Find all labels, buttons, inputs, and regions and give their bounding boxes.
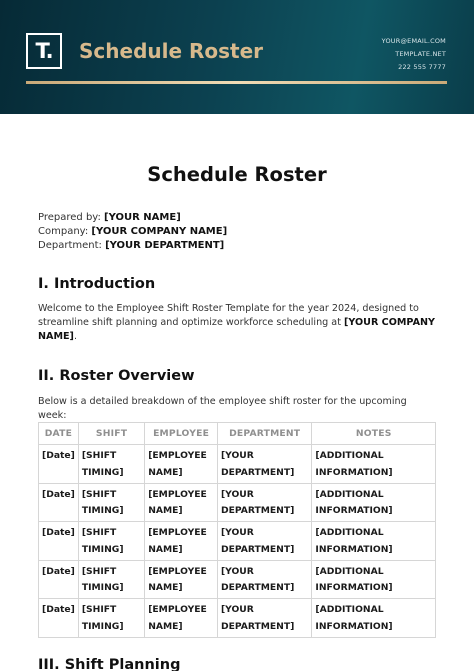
cell-department: [YOUR DEPARTMENT] — [217, 560, 311, 599]
table-row — [39, 445, 436, 484]
section-heading-roster-overview: II. Roster Overview — [38, 368, 195, 384]
document-meta — [38, 211, 227, 253]
meta-prepared-by — [38, 211, 227, 225]
section-heading-introduction: I. Introduction — [38, 276, 156, 292]
header-divider — [26, 81, 447, 84]
intro-text: Welcome to the Employee Shift Roster Template for the year 2024, designed to streamline shift planning and optimize workforce scheduling at — [38, 303, 419, 328]
meta-department — [38, 239, 227, 253]
column-header-date: DATE — [39, 423, 79, 445]
cell-shift: [SHIFT TIMING] — [78, 560, 144, 599]
cell-date: [Date] — [39, 522, 79, 561]
page-title: Schedule Roster — [147, 163, 327, 186]
cell-date: [Date] — [39, 599, 79, 638]
document-header — [0, 0, 474, 114]
table-row — [39, 599, 436, 638]
cell-department: [YOUR DEPARTMENT] — [217, 445, 311, 484]
column-header-employee: EMPLOYEE — [145, 423, 218, 445]
cell-notes: [ADDITIONAL INFORMATION] — [312, 522, 436, 561]
meta-company — [38, 225, 227, 239]
meta-value: [YOUR NAME] — [104, 212, 181, 223]
roster-table — [38, 422, 436, 638]
cell-department: [YOUR DEPARTMENT] — [217, 599, 311, 638]
table-header-row — [39, 423, 436, 445]
introduction-paragraph — [38, 302, 438, 344]
intro-text-end: . — [73, 331, 78, 342]
contact-website: TEMPLATE.NET — [395, 50, 446, 58]
contact-phone: 222 555 7777 — [398, 63, 446, 71]
cell-date: [Date] — [39, 483, 79, 522]
logo-letter: T. — [35, 39, 53, 63]
cell-shift: [SHIFT TIMING] — [78, 599, 144, 638]
cell-notes: [ADDITIONAL INFORMATION] — [312, 483, 436, 522]
meta-value: [YOUR COMPANY NAME] — [91, 226, 228, 237]
cell-notes: [ADDITIONAL INFORMATION] — [312, 599, 436, 638]
column-header-department: DEPARTMENT — [217, 423, 311, 445]
contact-block — [382, 35, 446, 74]
meta-label: Prepared by: — [38, 212, 101, 223]
intro-company-name: [YOUR COMPANY NAME] — [38, 317, 435, 342]
logo-icon — [26, 33, 62, 69]
cell-shift: [SHIFT TIMING] — [78, 445, 144, 484]
table-row — [39, 560, 436, 599]
column-header-notes: NOTES — [312, 423, 436, 445]
table-row — [39, 483, 436, 522]
cell-date: [Date] — [39, 560, 79, 599]
cell-department: [YOUR DEPARTMENT] — [217, 522, 311, 561]
cell-employee: [EMPLOYEE NAME] — [145, 522, 218, 561]
cell-notes: [ADDITIONAL INFORMATION] — [312, 560, 436, 599]
cell-employee: [EMPLOYEE NAME] — [145, 599, 218, 638]
overview-paragraph: Below is a detailed breakdown of the employee shift roster for the upcoming week: — [38, 396, 407, 421]
column-header-shift: SHIFT — [78, 423, 144, 445]
meta-value: [YOUR DEPARTMENT] — [105, 240, 225, 251]
contact-email: YOUR@EMAIL.COM — [381, 37, 446, 45]
cell-employee: [EMPLOYEE NAME] — [145, 445, 218, 484]
table-row — [39, 522, 436, 561]
cell-shift: [SHIFT TIMING] — [78, 483, 144, 522]
meta-label: Company: — [38, 226, 89, 237]
brand-title: Schedule Roster — [79, 39, 264, 63]
cell-employee: [EMPLOYEE NAME] — [145, 483, 218, 522]
meta-label: Department: — [38, 240, 102, 251]
cell-department: [YOUR DEPARTMENT] — [217, 483, 311, 522]
cell-shift: [SHIFT TIMING] — [78, 522, 144, 561]
cell-notes: [ADDITIONAL INFORMATION] — [312, 445, 436, 484]
cell-date: [Date] — [39, 445, 79, 484]
cell-employee: [EMPLOYEE NAME] — [145, 560, 218, 599]
section-heading-shift-planning: III. Shift Planning — [38, 657, 181, 671]
